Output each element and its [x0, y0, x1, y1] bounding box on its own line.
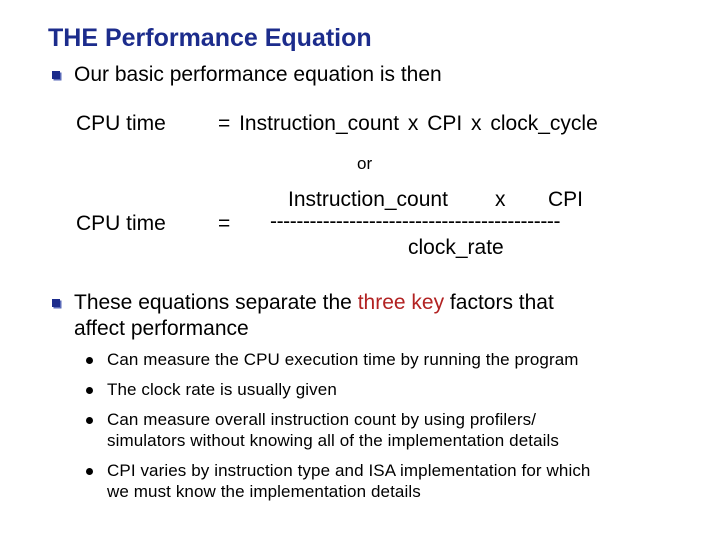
bullet-2-line2: affect performance — [74, 317, 249, 340]
sub-bullet-1-text: Can measure the CPU execution time by running the program — [107, 350, 579, 369]
denominator-clock-rate: clock_rate — [408, 236, 504, 259]
sub-bullet-4-text: CPI varies by instruction type and ISA implementation for which — [107, 461, 591, 480]
equation-1-lhs: CPU time — [76, 112, 166, 135]
fraction-line: -------------------------------------------- — [270, 210, 561, 233]
bullet-1-text: Our basic performance equation is then — [74, 63, 442, 86]
equation-2-equals: = — [218, 212, 231, 235]
equation-2-lhs: CPU time — [76, 212, 166, 235]
round-dot-icon — [86, 468, 93, 475]
sub-bullet-3-line2: simulators without knowing all of the implementation details — [107, 431, 560, 450]
numerator-instruction-count: Instruction_count — [288, 188, 448, 211]
square-bullet-icon — [52, 71, 60, 79]
bullet-2-highlight: three key — [357, 291, 445, 314]
numerator-cpi: CPI — [548, 188, 584, 211]
round-dot-icon — [86, 357, 93, 364]
sub-bullet-2-text: The clock rate is usually given — [107, 380, 337, 399]
numerator-times: x — [495, 188, 506, 211]
round-dot-icon — [86, 387, 93, 394]
bullet-2-after: factors that — [444, 291, 554, 314]
square-bullet-icon — [52, 299, 60, 307]
equation-1-rhs: = Instruction_count x CPI x clock_cycle — [218, 112, 598, 135]
sub-bullet-4-line2: we must know the implementation details — [107, 482, 421, 501]
slide-title: THE Performance Equation — [48, 24, 372, 52]
bullet-2-before: These equations separate the — [74, 291, 358, 314]
round-dot-icon — [86, 417, 93, 424]
or-text: or — [357, 154, 373, 173]
sub-bullet-3-text: Can measure overall instruction count by using profilers/ — [107, 410, 537, 429]
bullet-2-text — [74, 291, 554, 315]
